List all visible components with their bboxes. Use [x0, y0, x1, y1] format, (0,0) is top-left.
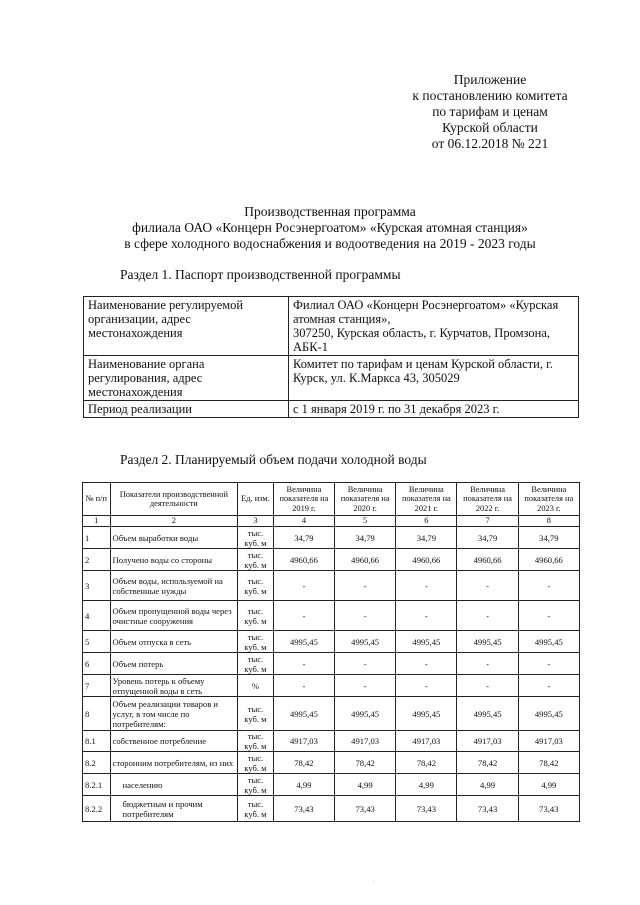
row-value: 4995,45 — [518, 631, 579, 653]
row-value: 78,42 — [335, 752, 396, 774]
section1-heading: Раздел 1. Паспорт производственной программы — [120, 267, 401, 282]
table-row — [83, 731, 580, 752]
document-title — [80, 204, 580, 252]
scan-speck: . — [373, 878, 375, 884]
row-value: - — [518, 601, 579, 631]
row-indicator: Объем отпуска в сеть — [110, 631, 238, 653]
col-header-2020: Величина показателя на 2020 г. — [335, 483, 396, 516]
row-value: 4960,66 — [335, 549, 396, 571]
table-row — [83, 796, 580, 822]
row-value: - — [457, 675, 518, 697]
row-value: 4917,03 — [335, 731, 396, 752]
row-value: 4960,66 — [518, 549, 579, 571]
row-value: 73,43 — [396, 796, 457, 822]
col-header-2022: Величина показателя на 2022 г. — [457, 483, 518, 516]
row-value: 4917,03 — [396, 731, 457, 752]
row-value: - — [273, 601, 334, 631]
passport-label: Наименование органа регулирования, адрес местонахождения — [84, 356, 289, 401]
row-number: 8.2 — [83, 752, 111, 774]
appendix-line: Курской области — [442, 120, 538, 135]
passport-label: Наименование регулируемой организации, адрес местонахождения — [84, 297, 289, 356]
col-number: 4 — [273, 516, 334, 527]
col-header-2021: Величина показателя на 2021 г. — [396, 483, 457, 516]
row-indicator: Объем воды, используемой на собственные нужды — [110, 571, 238, 601]
row-value: 4995,45 — [457, 631, 518, 653]
appendix-line: к постановлению комитета — [412, 88, 568, 103]
row-value: - — [396, 675, 457, 697]
row-value: 4995,45 — [273, 697, 334, 731]
row-value: - — [396, 601, 457, 631]
row-value: 78,42 — [396, 752, 457, 774]
row-value: 4,99 — [457, 774, 518, 796]
passport-label: Период реализации — [84, 401, 289, 418]
row-value: - — [335, 571, 396, 601]
title-line: Производственная программа — [244, 204, 416, 219]
col-header-unit: Ед. изм. — [238, 483, 274, 516]
passport-row — [84, 356, 579, 401]
row-number: 8.2.2 — [83, 796, 111, 822]
row-value: 78,42 — [457, 752, 518, 774]
row-value: 34,79 — [396, 527, 457, 549]
passport-value: с 1 января 2019 г. по 31 декабря 2023 г. — [289, 401, 579, 418]
table-row — [83, 601, 580, 631]
row-unit: тыс. куб. м — [238, 653, 274, 675]
row-value: 73,43 — [335, 796, 396, 822]
row-indicator: Объем пропущенной воды через очистные сооружения — [110, 601, 238, 631]
row-number: 8.1 — [83, 731, 111, 752]
passport-value: Комитет по тарифам и ценам Курской области, г. Курск, ул. К.Маркса 43, 305029 — [289, 356, 579, 401]
title-line: филиала ОАО «Концерн Росэнергоатом» «Курская атомная станция» — [132, 220, 528, 235]
col-header-name: Показатели производственной деятельности — [110, 483, 238, 516]
section2-heading: Раздел 2. Планируемый объем подачи холодной воды — [120, 452, 427, 467]
row-value: - — [518, 675, 579, 697]
col-header-2023: Величина показателя на 2023 г. — [518, 483, 579, 516]
row-number: 1 — [83, 527, 111, 549]
row-value: 4995,45 — [457, 697, 518, 731]
table-row — [83, 752, 580, 774]
row-value: 78,42 — [273, 752, 334, 774]
row-value: 34,79 — [457, 527, 518, 549]
row-value: 4995,45 — [335, 697, 396, 731]
row-unit: тыс. куб. м — [238, 796, 274, 822]
row-value: 4,99 — [396, 774, 457, 796]
passport-table — [83, 296, 579, 418]
table-row — [83, 527, 580, 549]
row-indicator: бюджетным и прочим потребителям — [110, 796, 238, 822]
table-row — [83, 631, 580, 653]
col-number: 6 — [396, 516, 457, 527]
row-number: 3 — [83, 571, 111, 601]
row-number: 6 — [83, 653, 111, 675]
row-value: - — [518, 653, 579, 675]
row-number: 2 — [83, 549, 111, 571]
row-value: 4917,03 — [518, 731, 579, 752]
row-value: 73,43 — [273, 796, 334, 822]
row-value: 4,99 — [273, 774, 334, 796]
row-value: 34,79 — [335, 527, 396, 549]
passport-row — [84, 401, 579, 418]
col-number: 8 — [518, 516, 579, 527]
row-value: 4995,45 — [396, 697, 457, 731]
row-value: 4995,45 — [273, 631, 334, 653]
row-value: 4,99 — [335, 774, 396, 796]
row-indicator: сторонним потребителям, из них — [110, 752, 238, 774]
row-value: 4917,03 — [457, 731, 518, 752]
row-unit: тыс. куб. м — [238, 697, 274, 731]
table-row — [83, 697, 580, 731]
row-indicator: Объем реализации товаров и услуг, в том числе по потребителям: — [110, 697, 238, 731]
row-value: 4995,45 — [335, 631, 396, 653]
row-number: 8 — [83, 697, 111, 731]
row-unit: тыс. куб. м — [238, 601, 274, 631]
title-line: в сфере холодного водоснабжения и водоотведения на 2019 - 2023 годы — [124, 236, 536, 251]
row-unit: тыс. куб. м — [238, 631, 274, 653]
row-unit: тыс. куб. м — [238, 549, 274, 571]
row-value: - — [273, 653, 334, 675]
row-value: - — [457, 601, 518, 631]
col-number: 7 — [457, 516, 518, 527]
row-indicator: Получено воды со стороны — [110, 549, 238, 571]
row-value: - — [457, 571, 518, 601]
col-number: 2 — [110, 516, 238, 527]
table-row — [83, 549, 580, 571]
row-value: 78,42 — [518, 752, 579, 774]
appendix-line: Приложение — [453, 72, 527, 87]
row-value: 4960,66 — [396, 549, 457, 571]
row-value: 4960,66 — [457, 549, 518, 571]
col-number: 5 — [335, 516, 396, 527]
volume-header-row — [83, 483, 580, 516]
row-number: 4 — [83, 601, 111, 631]
appendix-block — [385, 72, 595, 152]
row-value: - — [457, 653, 518, 675]
row-unit: тыс. куб. м — [238, 774, 274, 796]
row-value: 4995,45 — [396, 631, 457, 653]
volume-table — [82, 482, 580, 822]
row-indicator: населению — [110, 774, 238, 796]
row-value: - — [396, 571, 457, 601]
passport-row — [84, 297, 579, 356]
col-header-2019: Величина показателя на 2019 г. — [273, 483, 334, 516]
table-row — [83, 653, 580, 675]
row-value: 34,79 — [273, 527, 334, 549]
row-value: 34,79 — [518, 527, 579, 549]
row-unit: тыс. куб. м — [238, 527, 274, 549]
row-number: 5 — [83, 631, 111, 653]
row-value: - — [335, 653, 396, 675]
row-value: 73,43 — [457, 796, 518, 822]
row-indicator: Объем выработки воды — [110, 527, 238, 549]
row-value: - — [335, 675, 396, 697]
row-value: - — [396, 653, 457, 675]
passport-value — [289, 297, 579, 356]
passport-value-line: 307250, Курская область, г. Курчатов, Промзона, АБК-1 — [293, 326, 550, 354]
row-unit: тыс. куб. м — [238, 571, 274, 601]
passport-value-line: Филиал ОАО «Концерн Росэнергоатом» «Курская атомная станция», — [293, 298, 559, 326]
row-unit: тыс. куб. м — [238, 731, 274, 752]
row-number: 7 — [83, 675, 111, 697]
col-number: 3 — [238, 516, 274, 527]
table-row — [83, 675, 580, 697]
row-value: - — [273, 571, 334, 601]
table-row — [83, 774, 580, 796]
row-value: 73,43 — [518, 796, 579, 822]
row-value: - — [518, 571, 579, 601]
row-indicator: Объем потерь — [110, 653, 238, 675]
row-unit: тыс. куб. м — [238, 752, 274, 774]
col-header-num: № п/п — [83, 483, 111, 516]
row-value: 4960,66 — [273, 549, 334, 571]
row-value: - — [335, 601, 396, 631]
row-value: 4,99 — [518, 774, 579, 796]
appendix-line: от 06.12.2018 № 221 — [431, 136, 549, 151]
row-indicator: собственное потребление — [110, 731, 238, 752]
appendix-line: по тарифам и ценам — [432, 104, 548, 119]
col-number: 1 — [83, 516, 111, 527]
row-unit: % — [238, 675, 274, 697]
column-number-row — [83, 516, 580, 527]
row-value: - — [273, 675, 334, 697]
row-indicator: Уровень потерь к объему отпущенной воды в сеть — [110, 675, 238, 697]
row-value: 4917,03 — [273, 731, 334, 752]
row-number: 8.2.1 — [83, 774, 111, 796]
row-value: 4995,45 — [518, 697, 579, 731]
table-row — [83, 571, 580, 601]
